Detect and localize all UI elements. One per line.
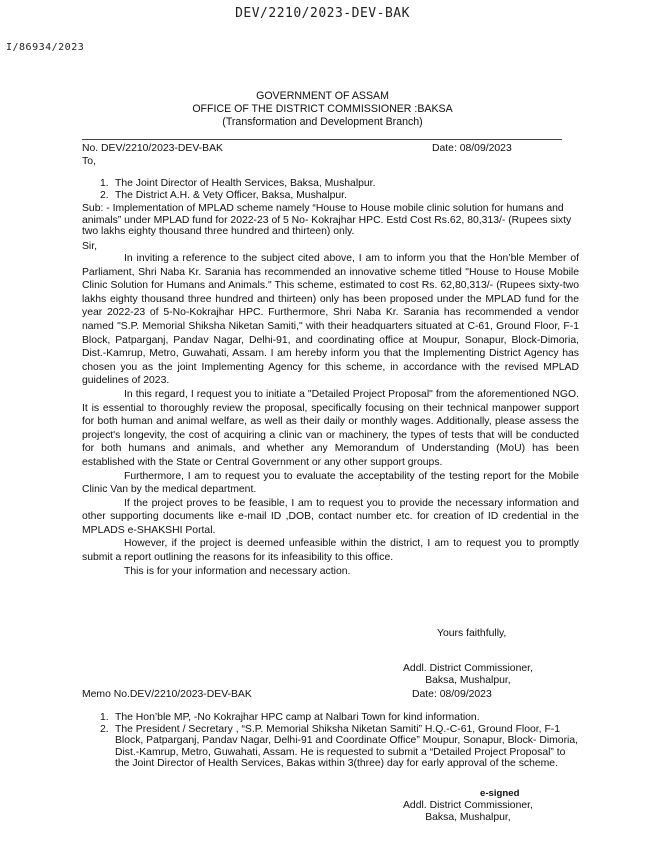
- list-item: 2. The District A.H. & Vety Officer, Baksa, Mushalpur.: [100, 189, 347, 201]
- body-paragraph: This is for your information and necessary action.: [124, 565, 351, 577]
- reference-row: [82, 142, 522, 155]
- inward-number-stamp: I/86934/2023: [6, 42, 85, 53]
- memo-date: Date: 08/09/2023: [412, 689, 492, 700]
- e-signed-label: e-signed: [480, 788, 520, 799]
- body-paragraph: In inviting a reference to the subject cited above, I am to inform you that the Hon’ble Member of Parliament, Shri Naba Kr. Sarania has recommended an innovative scheme titled "House to House Mobile Clinic Solution for Humans and Animals." This scheme, estimated to cost Rs. 62,80,313/- (Rupees sixty-two lakhs eighty thousand three hundred and thirteen) only has been proposed under the MPLAD fund for the year 2022-23 of 5-No-Kokrajhar HPC. Furthermore, Shri Naba Kr. Sarania has recommended a vendor named "S.P. Memorial Shiksha Niketan Samiti," with their headquarters situated at C-61, Ground Floor, F-1 Block, Patparganj, Pandav Nagar, Delhi-91, and coordinating office at Moupur, Sonapur, Block-Dimoria, Dist.-Kamrup, Metro, Guwahati, Assam. I am hereby inform you that the Implementing District Agency has chosen you as the joint Implementing Agency for this scheme, in accordance with the revised MPLAD guidelines of 2023.: [82, 253, 579, 387]
- signatory-title: Addl. District Commissioner,: [403, 663, 533, 674]
- reference-date: Date: 08/09/2023: [432, 143, 512, 154]
- signature-block-memo: [403, 800, 533, 824]
- signature-block: [403, 663, 533, 687]
- copy-to-list: [82, 712, 582, 770]
- reference-number: No. DEV/2210/2023-DEV-BAK: [82, 143, 223, 154]
- letter-body: [82, 252, 579, 578]
- letterhead-office: OFFICE OF THE DISTRICT COMMISSIONER :BAKSA: [192, 103, 453, 115]
- header-divider: [82, 139, 562, 140]
- file-number-stamp: DEV/2210/2023-DEV-BAK: [235, 6, 410, 21]
- salutation: Sir,: [82, 241, 98, 252]
- list-item: 1. The Hon’ble MP, -No Kokrajhar HPC camp at Nalbari Town for kind information.: [100, 712, 480, 723]
- letterhead-government: GOVERNMENT OF ASSAM: [256, 90, 389, 102]
- list-item: 2. The President / Secretary , “S.P. Memorial Shiksha Niketan Samiti” H.Q.-C-61, Ground Floor, F-1 Block, Patparganj, Pandav Nagar, Delhi-91 and Coordinate Office” Moupur, Sonapur, Block- Dimoria, Dist.-Kamrup, Metro, Guwahati, Assam. He is requested to submit a “Detailed Project Proposal” to the Joint Director of Health Services, Bakas within 3(three) day for early approval of the scheme.: [100, 723, 579, 770]
- signatory-location: Baksa, Mushalpur,: [425, 812, 511, 823]
- closing: Yours faithfully,: [437, 628, 507, 639]
- memo-row: [82, 688, 562, 701]
- to-label: To,: [82, 156, 96, 167]
- memo-number: Memo No.DEV/2210/2023-DEV-BAK: [82, 689, 252, 700]
- body-paragraph: Furthermore, I am to request you to evaluate the acceptability of the testing report for the Mobile Clinic Van by the medical department.: [82, 470, 579, 496]
- subject-line: Sub: - Implementation of MPLAD scheme namely “House to House mobile clinic solution for humans and animals” under MPLAD fund for 2022-23 of 5 No- Kokrajhar HPC. Estd Cost Rs.62, 80,313/- (Rupees sixty two lakhs eighty thousand three hundred and thirteen) only.: [82, 203, 572, 238]
- body-paragraph: In this regard, I request you to initiate a "Detailed Project Proposal" from the aforementioned NGO. It is essential to thoroughly review the proposal, specifically focusing on their technical manpower support for both human and animal welfare, as well as their daily or monthly wages. Additionally, please assess the project's longevity, the cost of acquiring a clinic van or machinery, the types of tests that will be conducted for both humans and animals, and whether any Memorandum of Understanding (MoU) has been established with the State or Central Government or any other support groups.: [82, 388, 579, 468]
- signatory-location: Baksa, Mushalpur,: [425, 675, 511, 686]
- body-paragraph: If the project proves to be feasible, I am to request you to provide the necessary information and other supporting documents like e-mail ID ,DOB, contact number etc. for creation of ID credential in the MPLADS e-SHAKSHI Portal.: [82, 497, 579, 536]
- letterhead-branch: (Transformation and Development Branch): [222, 116, 423, 128]
- recipient-list: [82, 178, 582, 201]
- letterhead: [0, 90, 645, 129]
- list-item: 1. The Joint Director of Health Services, Baksa, Mushalpur.: [100, 178, 376, 189]
- signatory-title: Addl. District Commissioner,: [403, 800, 533, 811]
- body-paragraph: However, if the project is deemed unfeasible within the district, I am to request you to promptly submit a report outlining the reasons for its infeasibility to this office.: [82, 538, 579, 564]
